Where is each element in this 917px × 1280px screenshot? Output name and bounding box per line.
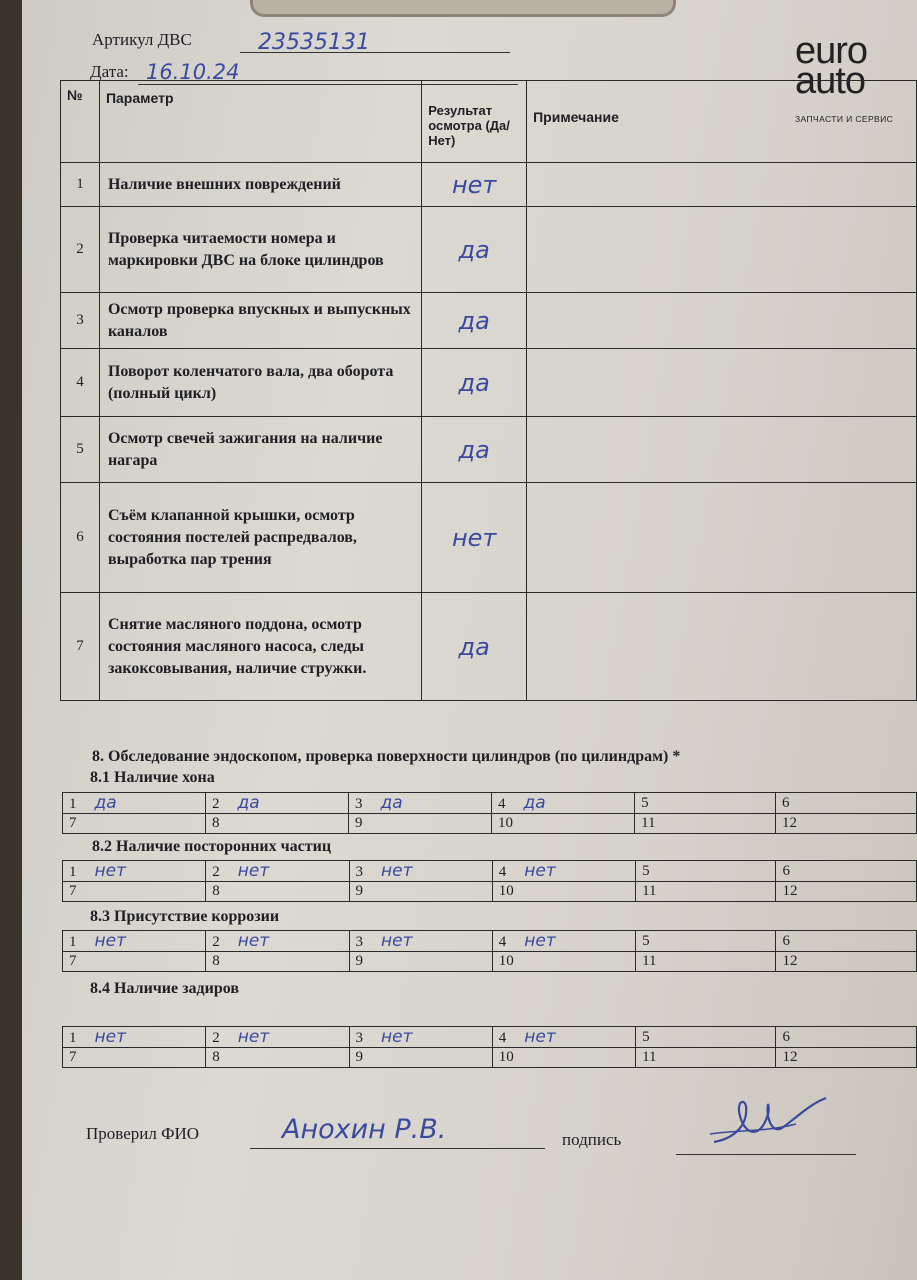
cyl-cell [492, 931, 635, 952]
cyl-cell [63, 882, 206, 902]
cylinder-grid-corrosion [62, 930, 917, 972]
cyl-cell [635, 793, 776, 814]
cyl-cell [492, 952, 635, 972]
cyl-number: 6 [781, 794, 790, 811]
cyl-number: 10 [498, 883, 514, 899]
cyl-number: 9 [355, 815, 363, 831]
row-param: Съём клапанной крышки, осмотр состояния постелей распредвалов, выработка пар трения [99, 483, 421, 593]
row-note [527, 483, 917, 593]
cyl-cell [349, 1027, 492, 1048]
cyl-value: да [523, 793, 546, 813]
cyl-number: 4 [498, 864, 507, 880]
table-row [61, 163, 917, 207]
row-result: да [422, 593, 527, 701]
cyl-cell [63, 793, 206, 814]
col-result-header: Результат осмотра (Да/Нет) [422, 81, 527, 163]
row-result: да [422, 417, 527, 483]
table-row [61, 207, 917, 293]
cyl-cell [349, 882, 492, 902]
signature-label: подпись [562, 1130, 622, 1149]
cyl-cell [63, 1048, 206, 1068]
row-note [527, 293, 917, 349]
cyl-cell [492, 1027, 635, 1048]
cyl-value: нет [381, 931, 413, 951]
cyl-number: 6 [782, 862, 790, 879]
cyl-cell [206, 793, 349, 814]
cyl-number: 6 [782, 1028, 790, 1045]
cyl-cell [636, 1027, 776, 1048]
cyl-value: нет [94, 931, 126, 951]
table-row [61, 349, 917, 417]
row-note [527, 417, 917, 483]
cyl-cell [775, 814, 916, 834]
cyl-number: 9 [355, 883, 364, 899]
cyl-cell [63, 814, 206, 834]
cyl-cell [492, 861, 635, 882]
cyl-cell [349, 931, 492, 952]
cyl-number: 11 [641, 815, 656, 831]
cyl-cell [349, 1048, 492, 1068]
cyl-number: 4 [498, 934, 507, 950]
row-note [527, 207, 917, 293]
checked-by-value: Анохин Р.В. [282, 1114, 447, 1145]
checked-by-label: Проверил ФИО [86, 1124, 200, 1143]
cyl-value: нет [94, 1027, 126, 1047]
cyl-cell [776, 882, 917, 902]
cyl-value: нет [524, 931, 556, 951]
row-result: да [422, 349, 527, 417]
date-label: Дата: [90, 62, 129, 81]
cyl-number: 3 [355, 1030, 364, 1046]
cyl-number: 2 [212, 796, 220, 812]
col-no-header: № [61, 81, 100, 163]
row-note [527, 593, 917, 701]
cyl-number: 6 [782, 932, 790, 949]
cyl-cell [349, 793, 492, 814]
cyl-number: 8 [212, 883, 220, 899]
cyl-cell [349, 861, 492, 882]
subsection-title: 8.4 Наличие задиров [90, 980, 240, 997]
row-no: 7 [61, 593, 100, 701]
cyl-cell [636, 1048, 776, 1068]
row-no: 2 [61, 207, 100, 293]
cyl-number: 10 [498, 815, 514, 831]
cyl-cell [63, 952, 206, 972]
cyl-cell [635, 814, 776, 834]
cyl-cell [636, 952, 776, 972]
cyl-number: 8 [212, 953, 220, 969]
cyl-value: нет [524, 1027, 556, 1047]
logo-line2: auto [795, 60, 865, 102]
cyl-number: 11 [642, 883, 657, 899]
cyl-number: 5 [642, 862, 650, 879]
row-no: 5 [61, 417, 100, 483]
cyl-number: 9 [355, 953, 364, 969]
article-label: Артикул ДВС [92, 30, 192, 49]
cyl-number: 2 [212, 864, 220, 880]
cyl-cell [636, 882, 776, 902]
cyl-number: 1 [69, 796, 77, 812]
cyl-value: нет [381, 861, 413, 881]
table-row [61, 593, 917, 701]
date-value: 16.10.24 [146, 60, 240, 84]
cyl-cell [492, 882, 635, 902]
cyl-cell [776, 1048, 917, 1068]
cyl-value: нет [381, 1027, 413, 1047]
cyl-number: 3 [355, 934, 364, 950]
cyl-value: нет [237, 931, 270, 951]
cyl-number: 12 [781, 815, 797, 831]
cyl-number: 7 [69, 883, 77, 899]
cyl-value: нет [524, 861, 556, 881]
row-note [527, 163, 917, 207]
subsection-title: 8.2 Наличие посторонних частиц [92, 838, 332, 855]
cyl-cell [492, 1048, 635, 1068]
cylinder-grid-scoring [62, 1026, 917, 1068]
cyl-cell [206, 1027, 349, 1048]
cyl-number: 4 [498, 796, 506, 812]
row-no: 1 [61, 163, 100, 207]
cyl-number: 1 [69, 864, 77, 880]
cyl-cell [349, 952, 492, 972]
cyl-cell [636, 861, 776, 882]
cyl-number: 7 [69, 953, 77, 969]
row-param: Осмотр проверка впускных и выпускных каналов [99, 293, 421, 349]
cyl-number: 12 [782, 883, 798, 899]
cyl-cell [492, 814, 635, 834]
table-header-row [61, 81, 917, 163]
row-param: Поворот коленчатого вала, два оборота (полный цикл) [99, 349, 421, 417]
table-row [61, 293, 917, 349]
subsection-title: 8.3 Присутствие коррозии [90, 908, 280, 925]
section8-title: 8. Обследование эндоскопом, проверка поверхности цилиндров (по цилиндрам) * [92, 748, 681, 765]
cyl-cell [206, 952, 349, 972]
row-no: 6 [61, 483, 100, 593]
cyl-cell [206, 1048, 349, 1068]
row-result: да [422, 207, 527, 293]
cyl-cell [349, 814, 492, 834]
cyl-number: 8 [212, 1049, 220, 1065]
clipboard-clip [250, 0, 676, 17]
table-row [61, 483, 917, 593]
cyl-number: 3 [355, 796, 363, 812]
signature-underline [676, 1154, 856, 1155]
cylinder-grid-particles [62, 860, 917, 902]
cyl-number: 4 [498, 1030, 507, 1046]
cyl-cell [63, 1027, 206, 1048]
cyl-number: 9 [355, 1049, 364, 1065]
subsection-title: 8.1 Наличие хона [90, 769, 215, 786]
signature-mark [706, 1094, 836, 1154]
col-note-header: Примечание [527, 81, 917, 163]
cyl-value: нет [237, 861, 270, 881]
article-value: 23535131 [258, 30, 370, 55]
cyl-number: 11 [642, 1049, 657, 1065]
cylinder-grid-hone [62, 792, 917, 834]
row-result: да [422, 293, 527, 349]
row-param: Проверка читаемости номера и маркировки ДВС на блоке цилиндров [99, 207, 421, 293]
cyl-cell [775, 793, 916, 814]
cyl-number: 10 [498, 953, 514, 969]
cyl-cell [206, 814, 349, 834]
inspection-table [60, 80, 917, 701]
cyl-cell [776, 1027, 917, 1048]
cyl-value: нет [237, 1027, 270, 1047]
cyl-cell [63, 931, 206, 952]
table-row [61, 417, 917, 483]
cyl-number: 7 [69, 815, 77, 831]
cyl-number: 5 [642, 932, 650, 949]
cyl-value: да [380, 793, 403, 813]
cyl-number: 10 [498, 1049, 514, 1065]
cyl-number: 8 [212, 815, 220, 831]
col-param-header: Параметр [99, 81, 421, 163]
cyl-cell [492, 793, 635, 814]
cyl-number: 2 [212, 934, 220, 950]
row-no: 4 [61, 349, 100, 417]
cyl-cell [206, 882, 349, 902]
row-param: Наличие внешних повреждений [99, 163, 421, 207]
cyl-cell [206, 931, 349, 952]
cyl-cell [776, 931, 917, 952]
cyl-value: да [94, 793, 117, 813]
cyl-number: 7 [69, 1049, 77, 1065]
cyl-cell [776, 861, 917, 882]
cyl-value: нет [94, 861, 126, 881]
cyl-value: да [237, 793, 260, 813]
row-param: Снятие масляного поддона, осмотр состояния масляного насоса, следы закоксовывания, наличие стружки. [99, 593, 421, 701]
logo-line1: euro [795, 30, 868, 72]
row-param: Осмотр свечей зажигания на наличие нагара [99, 417, 421, 483]
row-no: 3 [61, 293, 100, 349]
row-result: нет [422, 483, 527, 593]
checked-by-underline [250, 1148, 545, 1149]
cyl-number: 11 [642, 953, 657, 969]
logo-tagline: ЗАПЧАСТИ И СЕРВИС [795, 114, 894, 124]
cyl-number: 1 [69, 1030, 77, 1046]
cyl-cell [776, 952, 917, 972]
cyl-number: 12 [782, 1049, 798, 1065]
cyl-number: 5 [641, 794, 649, 811]
cyl-number: 5 [642, 1028, 650, 1045]
row-result: нет [422, 163, 527, 207]
cyl-cell [63, 861, 206, 882]
cyl-number: 12 [782, 953, 798, 969]
row-note [527, 349, 917, 417]
cyl-cell [636, 931, 776, 952]
cyl-number: 3 [355, 864, 364, 880]
cyl-cell [206, 861, 349, 882]
cyl-number: 1 [69, 934, 77, 950]
cyl-number: 2 [212, 1030, 220, 1046]
